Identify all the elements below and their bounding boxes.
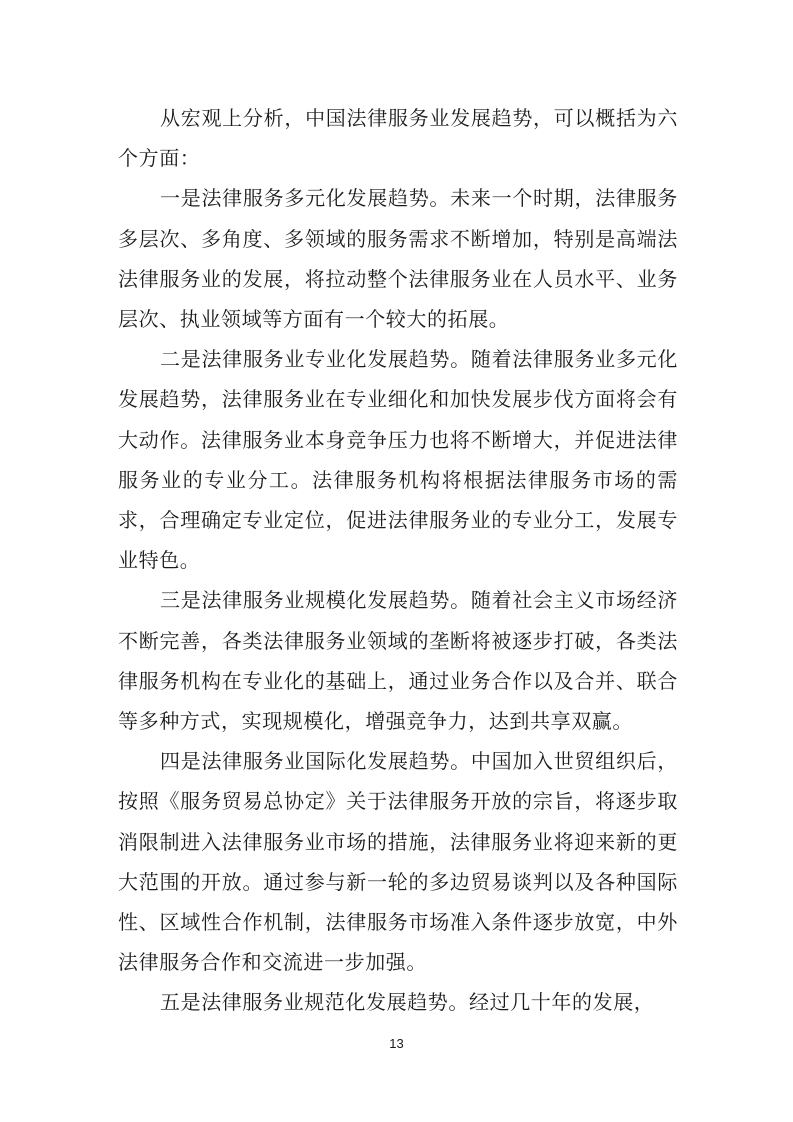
body-text: [118, 98, 678, 1023]
paragraph-trend-2-specialization: 二是法律服务业专业化发展趋势。随着法律服务业多元化发展趋势，法律服务业在专业细化和加快发展步伐方面将会有大动作。法律服务业本身竞争压力也将不断增大，并促进法律服务业的专业分工。法律服务机构将根据法律服务市场的需求，合理确定专业定位，促进法律服务业的专业分工，发展专业特色。: [118, 347, 678, 573]
paragraph-intro: 从宏观上分析，中国法律服务业发展趋势，可以概括为六个方面：: [118, 106, 678, 171]
paragraph-trend-3-scale: 三是法律服务业规模化发展趋势。随着社会主义市场经济不断完善，各类法律服务业领域的垄断将被逐步打破，各类法律服务机构在专业化的基础上，通过业务合作以及合并、联合等多种方式，实现规模化，增强竞争力，达到共享双赢。: [118, 588, 678, 734]
paragraph-trend-4-internationalization: 四是法律服务业国际化发展趋势。中国加入世贸组织后，按照《服务贸易总协定》关于法律服务开放的宗旨，将逐步取消限制进入法律服务业市场的措施，法律服务业将迎来新的更大范围的开放。通过参与新一轮的多边贸易谈判以及各种国际性、区域性合作机制，法律服务市场准入条件逐步放宽，中外法律服务合作和交流进一步加强。: [118, 749, 678, 975]
paragraph-trend-1-diversification: 一是法律服务多元化发展趋势。未来一个时期，法律服务多层次、多角度、多领域的服务需求不断增加，特别是高端法法律服务业的发展，将拉动整个法律服务业在人员水平、业务层次、执业领域等方面有一个较大的拓展。: [118, 186, 678, 332]
page-number: 13: [389, 1036, 404, 1051]
paragraph-trend-5-standardization: 五是法律服务业规范化发展趋势。经过几十年的发展，: [160, 990, 655, 1015]
